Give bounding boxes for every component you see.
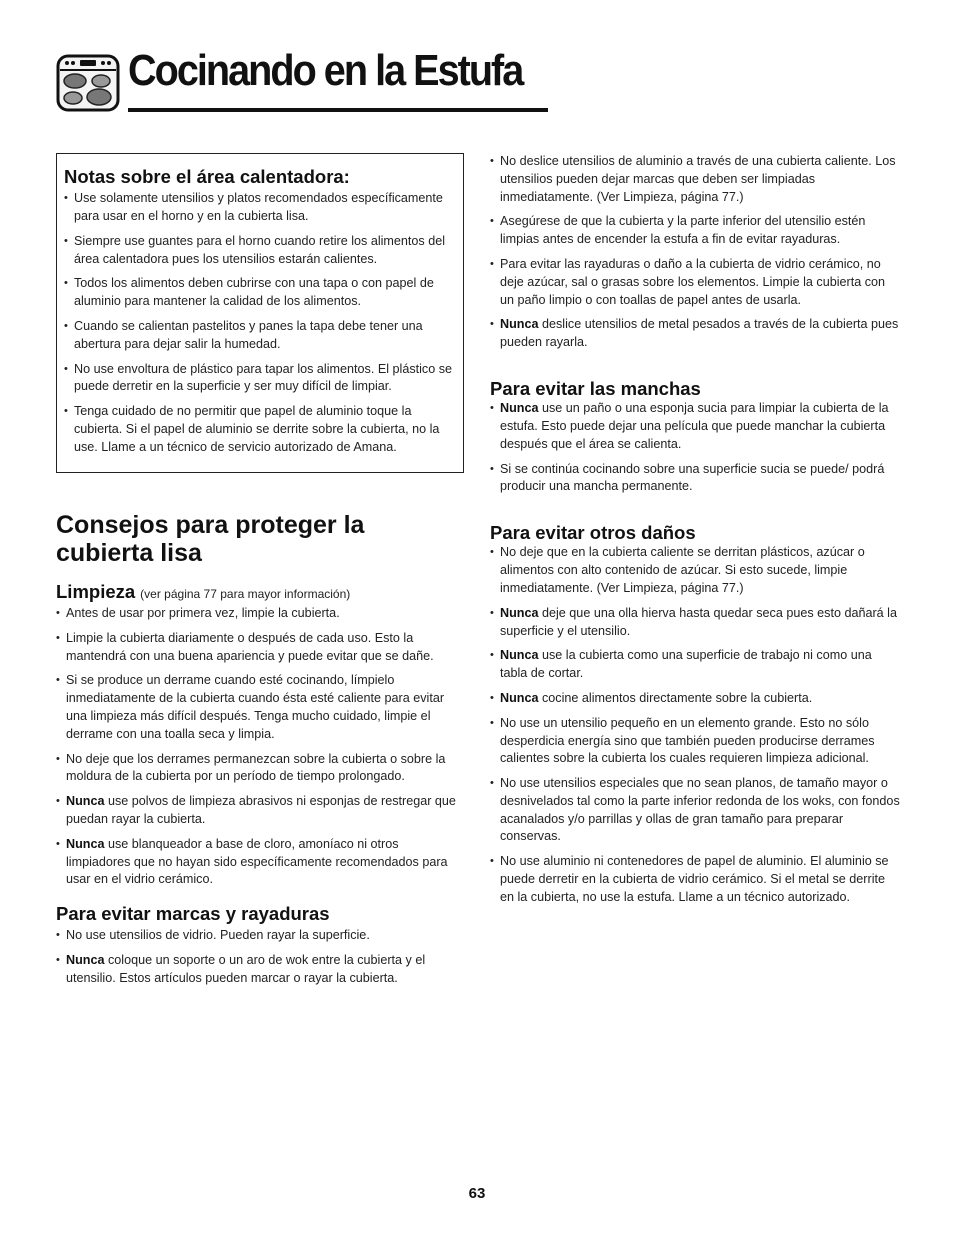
list-item: [56, 836, 464, 889]
item-emphasis: Nunca: [66, 836, 105, 851]
list-item: [490, 153, 902, 206]
list-item: [490, 647, 902, 683]
list-item: [490, 316, 902, 352]
item-text: No use envoltura de plástico para tapar los alimentos. El plástico se puede derretir en la superficie y ser muy difícil de limpiar.: [74, 361, 453, 394]
item-text: use la cubierta como una superficie de trabajo ni como una tabla de cortar.: [500, 648, 872, 681]
list-item: [56, 793, 464, 829]
item-text: No use un utensilio pequeño en un elemento grande. Esto no sólo desperdicia energía sino que también pueden producirse derrames calientes sobre la cubierta los cuales requieren limpieza adicional.: [500, 715, 875, 766]
list-item: [56, 630, 464, 666]
item-text: Cuando se calientan pastelitos y panes la tapa debe tener una abertura para dejar salir la humedad.: [74, 318, 423, 351]
item-text: Para evitar las rayaduras o daño a la cubierta de vidrio cerámico, no deje azúcar, sal o grasas sobre los elementos. Limpie la cubierta con un paño limpio o con toallas de papel antes de usarla.: [500, 256, 886, 307]
item-emphasis: Nunca: [500, 690, 539, 705]
list-item: [64, 403, 457, 456]
manchas-title: Para evitar las manchas: [490, 377, 701, 399]
manchas-section: [490, 378, 902, 496]
item-text: No use utensilios especiales que no sean planos, de tamaño mayor o desnivelados tal como la parte inferior redonda de los woks, con fondos acanalados y/o parrillas y ollas de gran tamaño para preparar conservas.: [500, 776, 900, 844]
item-text: Limpie la cubierta diariamente o después de cada uso. Esto la mantendrá con una buena apariencia y puede evitar que se dañe.: [66, 630, 434, 663]
marcas-list-right: [490, 153, 902, 352]
stove-icon: [56, 54, 120, 112]
list-item: [64, 275, 457, 311]
list-item: [64, 361, 457, 397]
list-item: [64, 233, 457, 269]
right-column: [490, 153, 902, 914]
left-column: [56, 153, 464, 995]
item-emphasis: Nunca: [500, 648, 539, 663]
title-underline: [128, 108, 548, 112]
item-emphasis: Nunca: [500, 317, 539, 332]
list-item: [490, 400, 902, 453]
item-text: use polvos de limpieza abrasivos ni esponjas de restregar que puedan rayar la cubierta.: [66, 794, 456, 827]
item-text: No deje que en la cubierta caliente se derritan plásticos, azúcar o alimentos con alto contenido de azúcar. Si esto sucede, limpie inmediatamente. (Ver Limpieza, página 77.): [500, 545, 865, 595]
item-text: Asegúrese de que la cubierta y la parte inferior del utensilio estén limpias antes de encender la estufa a fin de evitar rayaduras.: [500, 214, 866, 247]
item-text: coloque un soporte o un aro de wok entre la cubierta y el utensilio. Estos artículos pueden marcar o rayar la cubierta.: [66, 953, 426, 985]
item-emphasis: Nunca: [66, 794, 105, 809]
list-item: [490, 605, 902, 641]
item-text: use un paño o una esponja sucia para limpiar la cubierta de la estufa. Esto puede dejar una película que puede manchar la cubierta después que el área se calienta.: [500, 401, 889, 451]
list-item: [64, 318, 457, 354]
otros-title: Para evitar otros daños: [490, 522, 696, 544]
list-item: [56, 751, 464, 787]
notes-list: [64, 190, 457, 456]
limpieza-list: [56, 605, 464, 889]
item-emphasis: Nunca: [500, 605, 539, 620]
limpieza-title: Limpieza: [56, 581, 136, 603]
limpieza-heading: [56, 581, 464, 603]
item-text: No deje que los derrames permanezcan sobre la cubierta o sobre la moldura de la cubierta por un período de tiempo prolongado.: [66, 751, 446, 784]
otros-list: [490, 544, 902, 906]
list-item: [56, 952, 464, 988]
list-item: [490, 213, 902, 249]
list-item: [56, 672, 464, 743]
limpieza-note: (ver página 77 para mayor información): [140, 587, 351, 602]
item-emphasis: Nunca: [500, 401, 539, 416]
list-item: [490, 715, 902, 768]
notes-box-title: Notas sobre el área calentadora:: [64, 166, 350, 187]
list-item: [490, 690, 902, 708]
list-item: [490, 544, 902, 597]
item-text: Tenga cuidado de no permitir que papel de aluminio toque la cubierta. Si el papel de aluminio se derrite sobre la cubierta, no la use. Llame a un técnico de servicio autorizado de Amana.: [74, 404, 440, 454]
consejos-title: Consejos para proteger la cubierta lisa: [56, 510, 365, 567]
item-text: Use solamente utensilios y platos recomendados específicamente para usar en el horno y en la cubierta lisa.: [74, 191, 443, 223]
item-text: No use utensilios de vidrio. Pueden rayar la superficie.: [66, 928, 370, 943]
item-text: Si se produce un derrame cuando esté cocinando, límpielo inmediatamente de la cubierta cuando ésta esté caliente para evitar una limpieza más difícil después. Tenga mucho cuidado, limpie el derrame con una toalla seca y limpia.: [66, 673, 445, 741]
otros-section: [490, 522, 902, 907]
item-text: use blanqueador a base de cloro, amoníaco ni otros limpiadores que no hayan sido específicamente recomendados para usar en el vidrio cerámico.: [66, 836, 448, 887]
list-item: [490, 256, 902, 309]
list-item: [64, 190, 457, 226]
item-text: cocine alimentos directamente sobre la cubierta.: [538, 690, 813, 705]
marcas-title: Para evitar marcas y rayaduras: [56, 903, 330, 925]
page-header: [56, 46, 523, 112]
item-emphasis: Nunca: [66, 953, 105, 968]
list-item: [490, 775, 902, 846]
list-item: [490, 853, 902, 906]
manchas-list: [490, 400, 902, 496]
list-item: [56, 605, 464, 623]
notes-box: [56, 153, 464, 473]
item-text: Todos los alimentos deben cubrirse con una tapa o con papel de aluminio para mantener la calidad de los alimentos.: [74, 276, 434, 309]
page-number: 63: [468, 1185, 486, 1202]
item-text: Siempre use guantes para el horno cuando retire los alimentos del área calentadora pues los utensilios estarán calientes.: [74, 233, 446, 266]
marcas-section: [56, 903, 464, 988]
marcas-list-left: [56, 927, 464, 987]
item-text: deslice utensilios de metal pesados a través de la cubierta pues pueden rayarla.: [500, 317, 899, 350]
list-item: [56, 927, 464, 945]
item-text: Antes de usar por primera vez, limpie la cubierta.: [66, 606, 340, 621]
item-text: No deslice utensilios de aluminio a través de una cubierta caliente. Los utensilios pueden dejar marcas que deben ser limpiadas inmediatamente. (Ver Limpieza, página 77.): [500, 154, 896, 204]
item-text: No use aluminio ni contenedores de papel de aluminio. El aluminio se puede derretir en la cubierta de vidrio cerámico. Si el metal se derrite en la cubierta, no use la estufa. Llame a un técnico autorizado.: [500, 854, 889, 904]
item-text: deje que una olla hierva hasta quedar seca pues esto dañará la superficie y el utensilio.: [500, 605, 897, 638]
item-text: Si se continúa cocinando sobre una superficie sucia se puede/ podrá producir una mancha permanente.: [500, 461, 885, 494]
list-item: [490, 461, 902, 497]
page-title: Cocinando en la Estufa: [128, 46, 523, 95]
